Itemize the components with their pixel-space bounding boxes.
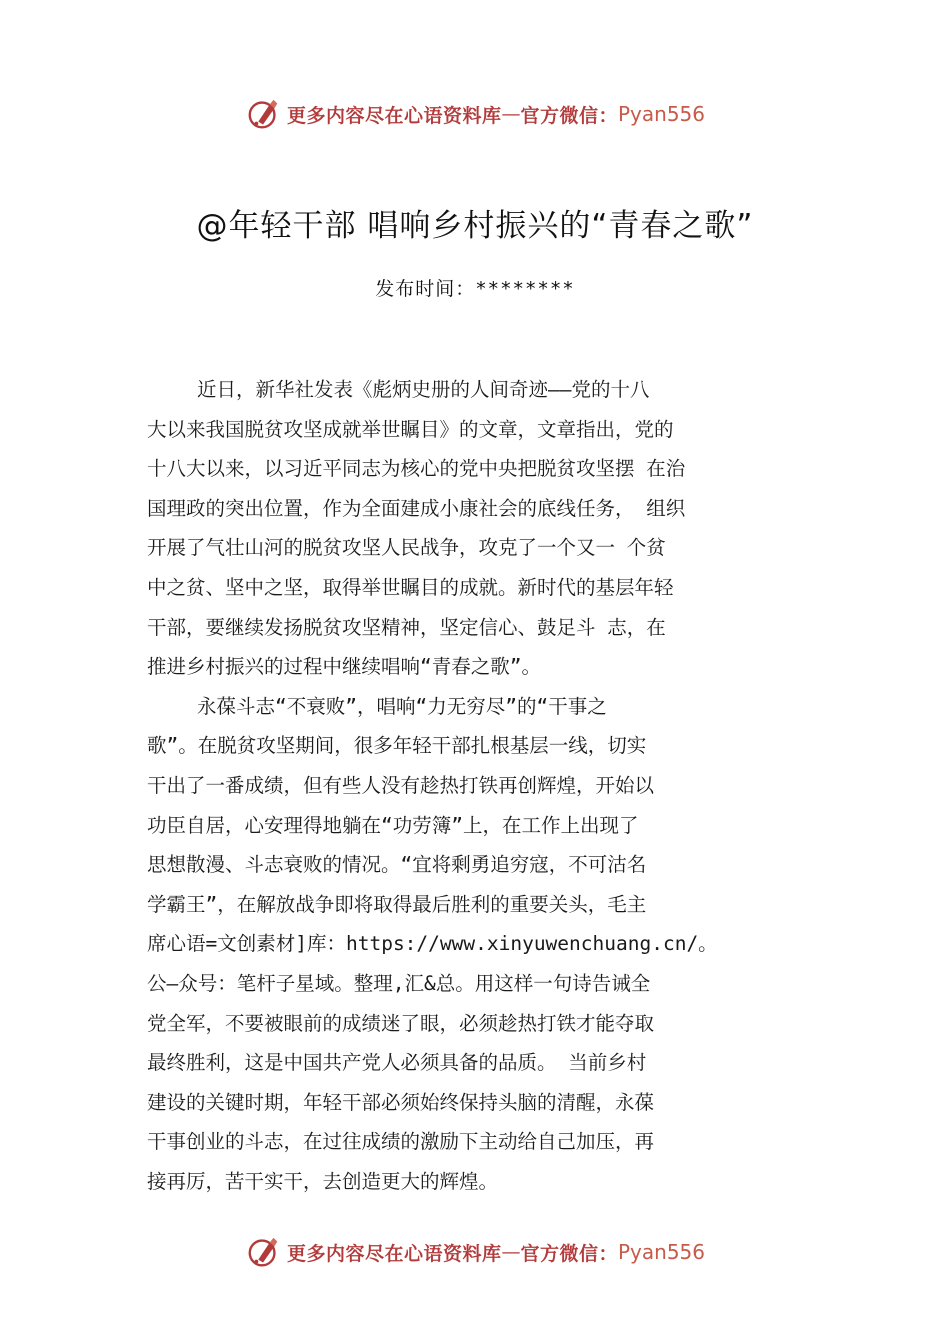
- text-line: 功臣自居，心安理得地躺在“功劳簿”上，在工作上出现了: [147, 813, 639, 837]
- text-line: 公—众号：笔杆子星域。整理,汇&总。用这样一句诗告诫全: [147, 971, 651, 995]
- text-line: 永葆斗志“不衰败”，唱响“力无穷尽”的“干事之: [197, 694, 607, 718]
- pen-nib-logo-icon: [245, 1233, 283, 1271]
- text-line: 大以来我国脱贫攻坚成就举世瞩目》的文章，文章指出，党的: [147, 417, 674, 441]
- banner-dash: —: [501, 103, 521, 125]
- text-line: 十八大以来，以习近平同志为核心的党中央把脱贫攻坚摆 在治: [147, 457, 686, 481]
- text-line: 干部，要继续发扬脱贫攻坚精神，坚定信心、鼓足斗 志，在: [147, 615, 666, 639]
- text-line: 推进乡村振兴的过程中继续唱响“青春之歌”。: [147, 655, 541, 679]
- text-line: 干事创业的斗志，在过往成绩的激励下主动给自己加压，再: [147, 1130, 655, 1154]
- text-line: 近日，新华社发表《彪炳史册的人间奇迹——党的十八: [197, 378, 650, 401]
- banner-site-text: 更多内容尽在心语资料库: [286, 104, 502, 127]
- text-line: 接再厉，苦干实干，去创造更大的辉煌。: [147, 1169, 499, 1193]
- text-line: 干出了一番成绩，但有些人没有趁热打铁再创辉煌，开始以: [147, 773, 655, 797]
- text-line: 党全军，不要被眼前的成绩迷了眼，必须趁热打铁才能夺取: [147, 1011, 655, 1035]
- banner-account: Pyan556: [618, 102, 706, 126]
- text-line: 开展了气壮山河的脱贫攻坚人民战争，攻克了一个又一 个贫: [147, 536, 666, 560]
- pen-nib-logo-icon: [245, 95, 283, 133]
- banner-wechat-label: 官方微信：: [520, 1242, 618, 1265]
- footer-banner: [0, 1232, 950, 1272]
- article-title: @年轻干部 唱响乡村振兴的“青春之歌”: [196, 208, 754, 244]
- paragraph: [147, 687, 837, 1202]
- banner-wechat-label: 官方微信：: [520, 104, 618, 127]
- text-line: 学霸王”，在解放战争即将取得最后胜利的重要关头，毛主: [147, 892, 647, 916]
- text-line: 席心语=文创素材]库：https://www.xinyuwenchuang.cn/。: [147, 932, 718, 956]
- banner-dash: —: [501, 1241, 521, 1263]
- header-banner: [0, 94, 950, 134]
- text-line: 建设的关键时期，年轻干部必须始终保持头脑的清醒，永葆: [147, 1090, 655, 1114]
- article-body: [147, 370, 837, 1201]
- text-line: 中之贫、坚中之坚，取得举世瞩目的成就。新时代的基层年轻: [147, 575, 674, 599]
- banner-account: Pyan556: [618, 1240, 706, 1264]
- text-line: 国理政的突出位置，作为全面建成小康社会的底线任务， 组织: [147, 496, 686, 520]
- text-line: 思想散漫、斗志衰败的情况。“宜将剩勇追穷寇，不可沽名: [147, 853, 647, 877]
- text-line: 最终胜利，这是中国共产党人必须具备的品质。 当前乡村: [147, 1051, 647, 1075]
- publish-time: 发布时间：********: [375, 278, 575, 300]
- text-line: 歌”。在脱贫攻坚期间，很多年轻干部扎根基层一线，切实: [147, 734, 647, 758]
- paragraph: [147, 370, 837, 687]
- banner-site-text: 更多内容尽在心语资料库: [286, 1242, 502, 1265]
